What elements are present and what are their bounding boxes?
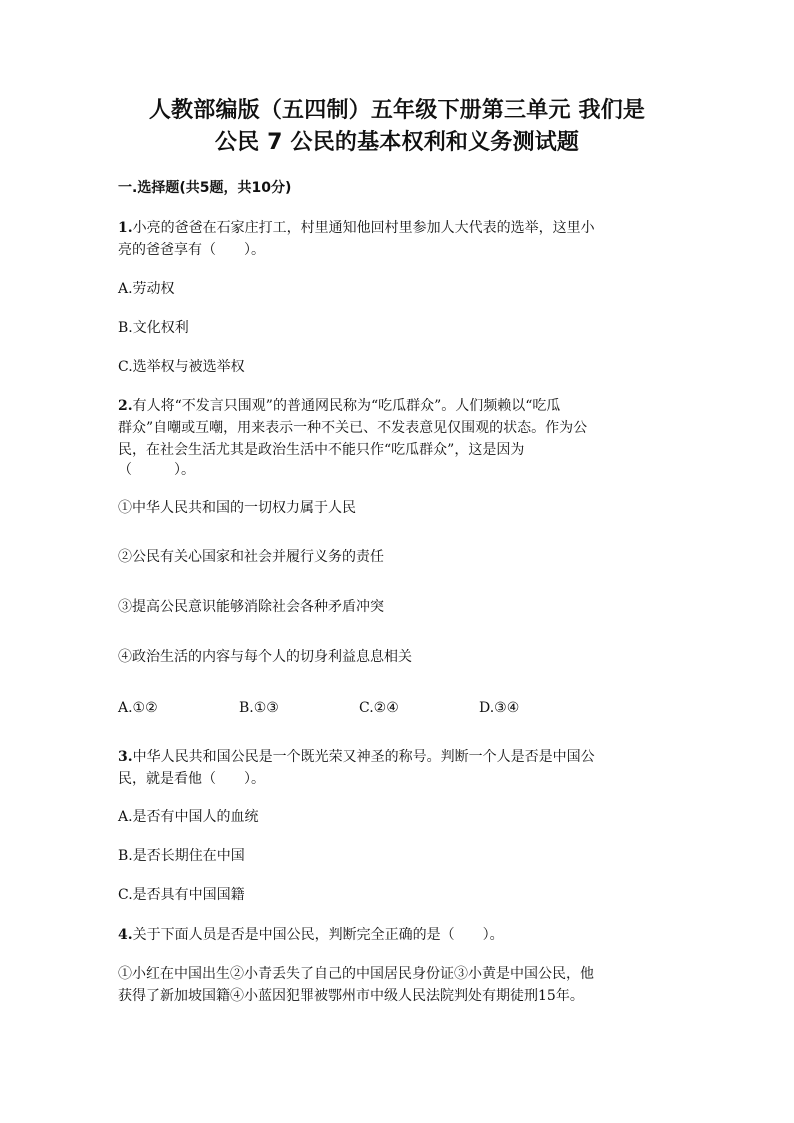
- document-title-line-1: 人教部编版（五四制）五年级下册第三单元 我们是: [148, 98, 646, 123]
- question-2-statement-2: ②公民有关心国家和社会并履行义务的责任: [118, 549, 384, 565]
- question-3-option-c: C.是否具有中国国籍: [118, 887, 245, 903]
- question-2-option-a: A.①②: [118, 700, 158, 716]
- section-heading: 一.选择题(共5题，共10分): [118, 180, 292, 196]
- question-text: 有人将“不发言只围观”的普通网民称为“吃瓜群众”。人们频赖以“吃瓜: [132, 398, 561, 414]
- question-number: 2.: [118, 398, 133, 414]
- question-2-line-1: [118, 396, 560, 416]
- question-2-option-d: D.③④: [479, 700, 520, 716]
- question-text: 中华人民共和国公民是一个既光荣又神圣的称号。判断一个人是否是中国公: [132, 749, 595, 765]
- question-number: 1.: [118, 220, 133, 236]
- question-1-option-c: C.选举权与被选举权: [118, 359, 245, 375]
- question-2-option-b: B.①③: [239, 700, 279, 716]
- question-2-option-c: C.②④: [359, 700, 399, 716]
- document-title-line-2: 公民 7 公民的基本权利和义务测试题: [214, 130, 580, 155]
- question-4-statements-line-2: 获得了新加坡国籍④小蓝因犯罪被鄂州市中级人民法院判处有期徒刑15年。: [118, 988, 584, 1004]
- question-3-option-b: B.是否长期住在中国: [118, 848, 245, 864]
- question-text: 关于下面人员是否是中国公民，判断完全正确的是（ ）。: [132, 927, 504, 943]
- question-3-line-1: [118, 747, 595, 767]
- question-2-statement-1: ①中华人民共和国的一切权力属于人民: [118, 500, 356, 516]
- question-text: 小亮的爸爸在石家庄打工，村里通知他回村里参加人大代表的选举，这里小: [132, 220, 595, 236]
- question-3-line-2: 民，就是看他（ ）。: [118, 771, 265, 787]
- question-2-statement-4: ④政治生活的内容与每个人的切身利益息息相关: [118, 649, 412, 665]
- question-2-statement-3: ③提高公民意识能够消除社会各种矛盾冲突: [118, 599, 384, 615]
- question-2-line-3: 民，在社会生活尤其是政治生活中不能只作“吃瓜群众”，这是因为: [118, 442, 525, 458]
- question-1-line-2: 亮的爸爸享有（ ）。: [118, 242, 265, 258]
- question-4-statements-line-1: ①小红在中国出生②小青丢失了自己的中国居民身份证③小黄是中国公民，他: [118, 966, 594, 982]
- question-3-option-a: A.是否有中国人的血统: [118, 809, 259, 825]
- question-1-line-1: [118, 218, 595, 238]
- question-2-line-4: （ ）。: [118, 462, 195, 478]
- question-1-option-b: B.文化权利: [118, 320, 189, 336]
- question-number: 3.: [118, 749, 133, 765]
- question-2-line-2: 群众”自嘲或互嘲，用来表示一种不关已、不发表意见仅围观的状态。作为公: [118, 420, 588, 436]
- question-1-option-a: A.劳动权: [118, 281, 175, 297]
- question-4-line-1: [118, 925, 504, 945]
- question-number: 4.: [118, 927, 133, 943]
